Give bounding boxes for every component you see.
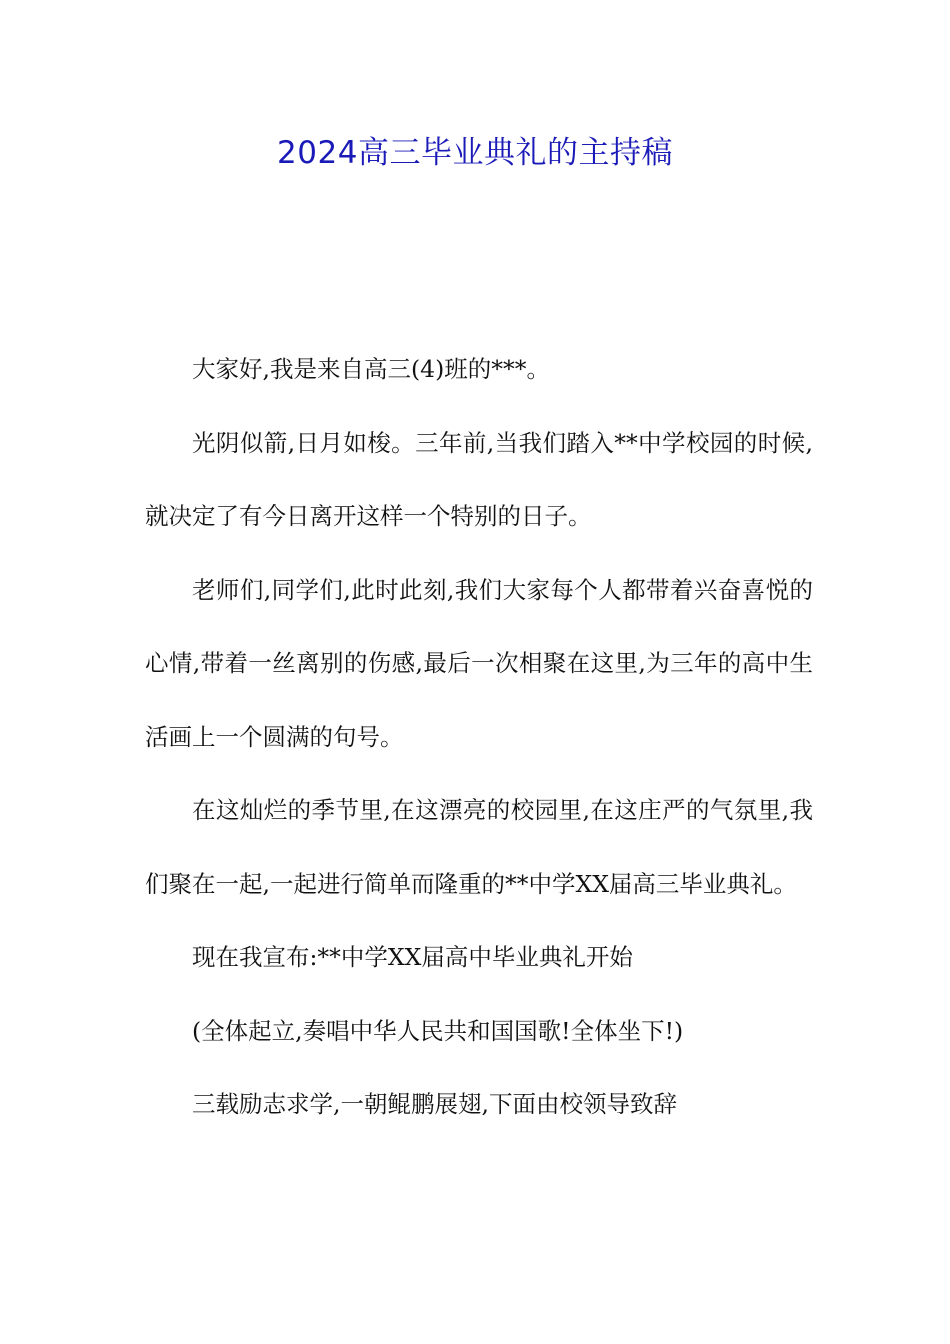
document-title: 2024高三毕业典礼的主持稿 [277, 135, 673, 171]
paragraph-time-flies: 光阴似箭,日月如梭。三年前,当我们踏入**中学校园的时候,就决定了有今日离开这样一个特别的日子。 [145, 428, 813, 530]
paragraph-gathering: 在这灿烂的季节里,在这漂亮的校园里,在这庄严的气氛里,我们聚在一起,一起进行简单而隆重的**中学XX届高三毕业典礼。 [145, 796, 813, 898]
paragraph-announcement: 现在我宣布:**中学XX届高中毕业典礼开始 [192, 943, 633, 971]
paragraph-teachers-students: 老师们,同学们,此时此刻,我们大家每个人都带着兴奋喜悦的心情,带着一丝离别的伤感,最后一次相聚在这里,为三年的高中生活画上一个圆满的句号。 [145, 575, 813, 751]
paragraph-greeting: 大家好,我是来自高三(4)班的***。 [192, 355, 551, 383]
paragraph-anthem: (全体起立,奏唱中华人民共和国国歌!全体坐下!) [192, 1016, 684, 1045]
paragraph-leader-speech: 三载励志求学,一朝鲲鹏展翅,下面由校领导致辞 [192, 1090, 677, 1118]
document-body [145, 333, 813, 1142]
